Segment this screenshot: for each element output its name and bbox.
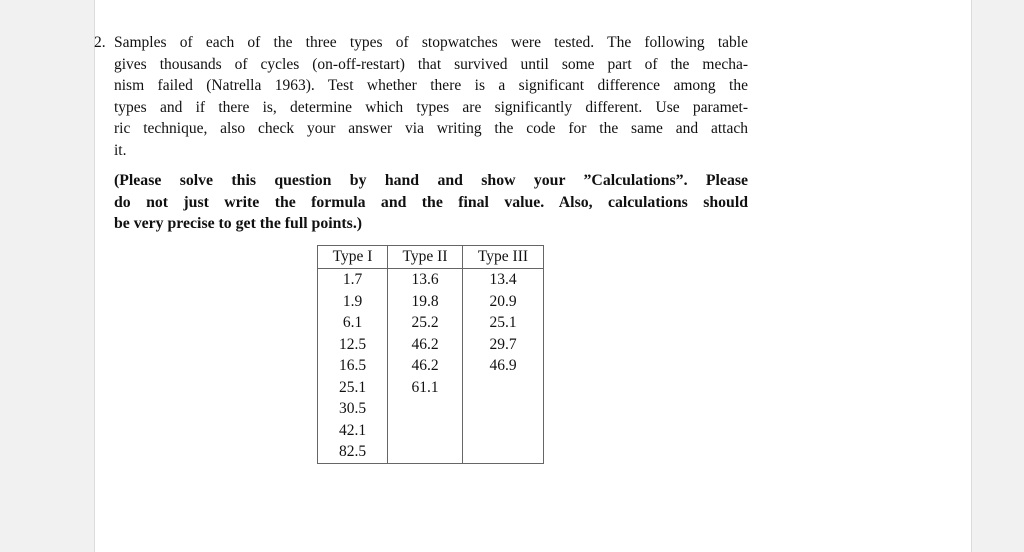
table-cell: 16.5 [318, 355, 388, 377]
header-type-i: Type I [318, 246, 388, 269]
stopwatch-data-table [317, 245, 544, 464]
table-cell: 46.2 [388, 334, 463, 356]
table-cell: 1.9 [318, 291, 388, 313]
table-row [318, 377, 544, 399]
table-cell: 12.5 [318, 334, 388, 356]
table-cell: 46.9 [463, 355, 544, 377]
table-cell: 1.7 [318, 269, 388, 291]
table-cell: 13.6 [388, 269, 463, 291]
question-text [114, 32, 754, 235]
table-cell: 13.4 [463, 269, 544, 291]
table-cell: 46.2 [388, 355, 463, 377]
table-cell: 29.7 [463, 334, 544, 356]
header-type-ii: Type II [388, 246, 463, 269]
table-cell: 30.5 [318, 398, 388, 420]
table-row [318, 334, 544, 356]
table-row [318, 291, 544, 313]
table-cell: 25.1 [463, 312, 544, 334]
instructions-note [114, 170, 754, 235]
note-line: do not just write the formula and the final value. Also, calculations should [114, 193, 748, 211]
table-cell: 25.2 [388, 312, 463, 334]
note-line: be very precise to get the full points.) [114, 215, 363, 232]
question-line: it. [114, 141, 127, 159]
question-block [94, 32, 754, 235]
table-cell: 82.5 [318, 441, 388, 463]
table-cell: 25.1 [318, 377, 388, 399]
table-row [318, 420, 544, 442]
question-line: Samples of each of the three types of stopwatches were tested. The following table [114, 34, 748, 51]
question-line: nism failed (Natrella 1963). Test whether there is a significant difference among the [114, 77, 748, 94]
table-row [318, 441, 544, 463]
table-cell [463, 420, 544, 442]
table-cell [463, 398, 544, 420]
table-cell [463, 441, 544, 463]
question-line: types and if there is, determine which types are significantly different. Use paramet- [114, 98, 748, 116]
question-line: ric technique, also check your answer via writing the code for the same and attach [114, 120, 748, 137]
question-line: gives thousands of cycles (on-off-restart) that survived until some part of the mecha- [114, 55, 748, 73]
table-row [318, 355, 544, 377]
table-cell: 19.8 [388, 291, 463, 313]
table-cell [463, 377, 544, 399]
table-cell: 42.1 [318, 420, 388, 442]
table-row [318, 398, 544, 420]
table-cell: 61.1 [388, 377, 463, 399]
table-cell [388, 398, 463, 420]
question-number: 2. [94, 34, 106, 51]
table-row [318, 269, 544, 291]
note-line: (Please solve this question by hand and show your ”Calculations”. Please [114, 172, 748, 189]
table-row [318, 312, 544, 334]
table-header-row [318, 246, 544, 269]
table-cell [388, 441, 463, 463]
header-type-iii: Type III [463, 246, 544, 269]
table-cell: 6.1 [318, 312, 388, 334]
table-cell [388, 420, 463, 442]
table-cell: 20.9 [463, 291, 544, 313]
